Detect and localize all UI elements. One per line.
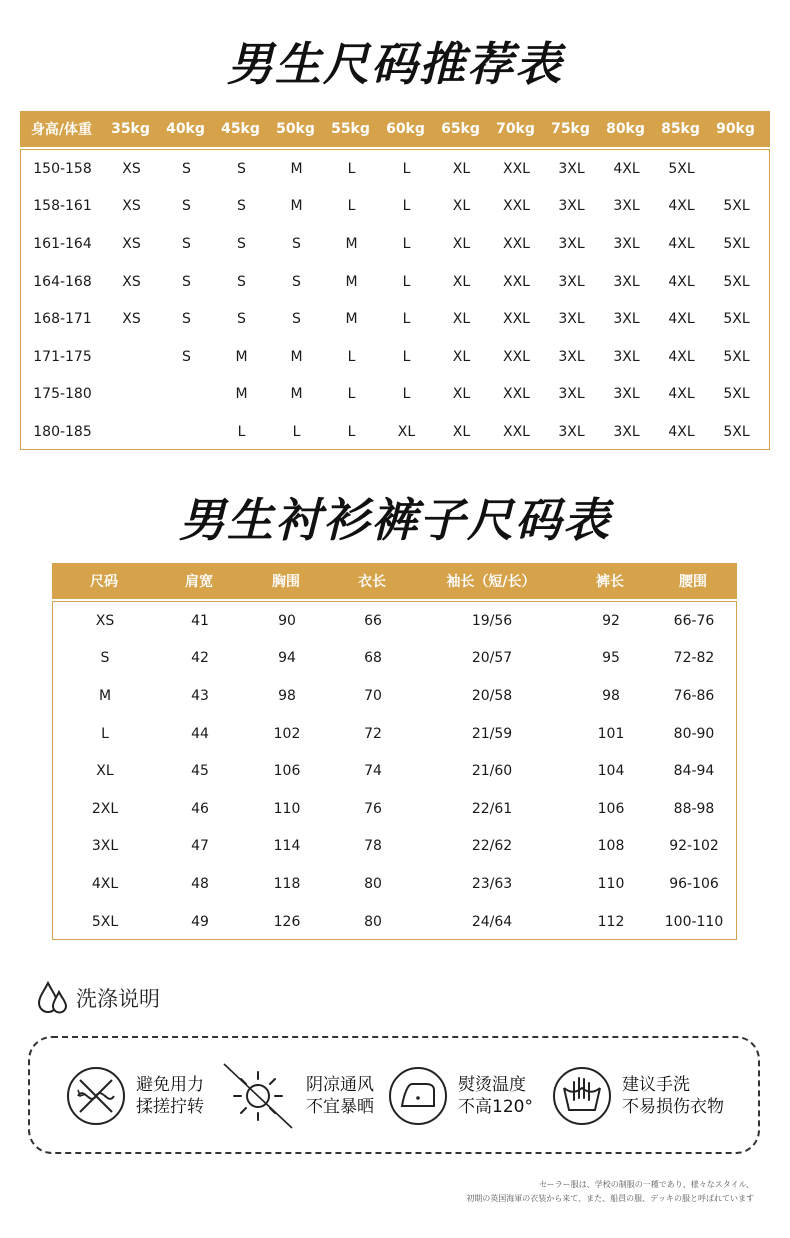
row-label-cell: 5XL bbox=[91, 913, 119, 930]
table-cell: XXL bbox=[503, 160, 530, 177]
table-cell: S bbox=[182, 273, 191, 290]
table-cell: 3XL bbox=[558, 386, 585, 403]
table-row bbox=[53, 715, 736, 753]
table-cell: 21/60 bbox=[471, 763, 513, 780]
table-cell: 3XL bbox=[613, 348, 640, 365]
row-label-cell: M bbox=[98, 687, 112, 704]
table-cell: M bbox=[345, 311, 358, 328]
table-cell: L bbox=[402, 311, 411, 328]
table-cell: M bbox=[345, 273, 358, 290]
table-cell: 20/57 bbox=[471, 650, 513, 667]
header-cell: 85kg bbox=[661, 121, 700, 137]
table-cell: 78 bbox=[364, 838, 382, 855]
wash-instructions-box bbox=[28, 1036, 760, 1154]
table-cell: L bbox=[347, 423, 356, 440]
table-cell: 48 bbox=[191, 875, 209, 892]
table-cell: XL bbox=[452, 311, 471, 328]
care-line-2: 不易损伤衣物 bbox=[622, 1097, 724, 1117]
table-cell: 4XL bbox=[668, 423, 695, 440]
care-line-1: 熨烫温度 bbox=[458, 1075, 526, 1095]
table-cell: S bbox=[182, 198, 191, 215]
table-cell: 3XL bbox=[613, 311, 640, 328]
care-item-iron bbox=[388, 1066, 533, 1126]
table-cell: XXL bbox=[503, 198, 530, 215]
table-row bbox=[53, 640, 736, 678]
table-cell: 3XL bbox=[613, 235, 640, 252]
header-cell: 衣长 bbox=[358, 574, 386, 590]
table-row bbox=[21, 263, 769, 301]
table-cell: 5XL bbox=[668, 160, 695, 177]
table-cell: 110 bbox=[273, 800, 301, 817]
wash-heading bbox=[36, 980, 160, 1016]
care-line-2: 揉搓拧转 bbox=[136, 1097, 204, 1117]
table-cell: 102 bbox=[273, 725, 301, 742]
table-cell: 95 bbox=[602, 650, 620, 667]
care-item-hand-wash bbox=[552, 1066, 724, 1126]
table-cell: XXL bbox=[503, 235, 530, 252]
table-cell: 94 bbox=[278, 650, 296, 667]
table-cell: 43 bbox=[191, 687, 209, 704]
table-cell: 88-98 bbox=[673, 800, 715, 817]
table-cell: L bbox=[347, 386, 356, 403]
table-cell: 4XL bbox=[668, 273, 695, 290]
table-cell: 106 bbox=[273, 763, 301, 780]
care-item-no-wring bbox=[66, 1066, 204, 1126]
header-cell: 35kg bbox=[111, 121, 150, 137]
table-cell: 24/64 bbox=[471, 913, 513, 930]
table-cell: 5XL bbox=[723, 198, 750, 215]
table-row bbox=[21, 188, 769, 226]
table-cell: XL bbox=[452, 198, 471, 215]
table-cell: 80 bbox=[364, 913, 382, 930]
table-cell: 68 bbox=[364, 650, 382, 667]
table-cell: S bbox=[292, 235, 301, 252]
header-cell: 80kg bbox=[606, 121, 645, 137]
table-cell: L bbox=[402, 198, 411, 215]
row-label-cell: L bbox=[101, 725, 109, 742]
footnote-line-1: セーラー服は、学校の制服の一種であり、様々なスタイル、 bbox=[539, 1180, 754, 1189]
row-label-cell: 175-180 bbox=[33, 386, 92, 403]
table-cell: XL bbox=[397, 423, 416, 440]
row-label-cell: 164-168 bbox=[33, 273, 92, 290]
table-cell: 21/59 bbox=[471, 725, 513, 742]
table-cell: 49 bbox=[191, 913, 209, 930]
table-cell: 45 bbox=[191, 763, 209, 780]
table-cell: 72-82 bbox=[673, 650, 715, 667]
footnote bbox=[466, 1178, 754, 1206]
table-cell: 4XL bbox=[668, 386, 695, 403]
table-cell: S bbox=[237, 160, 246, 177]
table-cell: S bbox=[237, 235, 246, 252]
table-cell: 20/58 bbox=[471, 687, 513, 704]
table-cell: L bbox=[402, 273, 411, 290]
table-cell: 3XL bbox=[558, 273, 585, 290]
table-cell: L bbox=[347, 348, 356, 365]
table-cell: 112 bbox=[597, 913, 625, 930]
table-cell: 3XL bbox=[613, 386, 640, 403]
table-cell: XL bbox=[452, 273, 471, 290]
table-cell: XS bbox=[122, 235, 141, 252]
table-cell: 22/62 bbox=[471, 838, 513, 855]
table-cell: S bbox=[237, 198, 246, 215]
table-row bbox=[21, 413, 769, 451]
table-cell: 76 bbox=[364, 800, 382, 817]
table-cell: 92-102 bbox=[669, 838, 719, 855]
recommend-title: 男生尺码推荐表 bbox=[227, 37, 563, 91]
header-cell: 45kg bbox=[221, 121, 260, 137]
table-cell: 5XL bbox=[723, 311, 750, 328]
header-cell: 肩宽 bbox=[185, 574, 213, 590]
recommend-table-header bbox=[20, 111, 770, 147]
table-cell: L bbox=[292, 423, 301, 440]
table-cell: 3XL bbox=[558, 348, 585, 365]
header-cell: 胸围 bbox=[272, 574, 300, 590]
row-label-cell: 180-185 bbox=[33, 423, 92, 440]
table-cell: S bbox=[292, 311, 301, 328]
table-cell: 96-106 bbox=[669, 875, 719, 892]
measure-title: 男生衬衫裤子尺码表 bbox=[179, 493, 611, 547]
no-wring-icon bbox=[66, 1066, 126, 1126]
table-cell: 19/56 bbox=[471, 612, 513, 629]
row-label-cell: 171-175 bbox=[33, 348, 92, 365]
table-cell: M bbox=[235, 386, 248, 403]
table-cell: M bbox=[290, 386, 303, 403]
care-item-no-sun bbox=[220, 1060, 374, 1132]
care-line-1: 阴凉通风 bbox=[306, 1075, 374, 1095]
header-cell: 65kg bbox=[441, 121, 480, 137]
care-line-1: 避免用力 bbox=[136, 1075, 204, 1095]
table-cell: XL bbox=[452, 235, 471, 252]
header-cell: 75kg bbox=[551, 121, 590, 137]
table-cell: 5XL bbox=[723, 423, 750, 440]
table-cell: 42 bbox=[191, 650, 209, 667]
table-cell: 80-90 bbox=[673, 725, 715, 742]
table-cell: M bbox=[290, 348, 303, 365]
table-cell: XXL bbox=[503, 386, 530, 403]
header-cell: 裤长 bbox=[596, 574, 624, 590]
table-cell: 70 bbox=[364, 687, 382, 704]
table-cell: XS bbox=[122, 273, 141, 290]
table-cell: 72 bbox=[364, 725, 382, 742]
table-cell: 3XL bbox=[613, 423, 640, 440]
table-cell: 66 bbox=[364, 612, 382, 629]
header-cell: 尺码 bbox=[90, 574, 118, 590]
table-cell: 98 bbox=[602, 687, 620, 704]
table-cell: 4XL bbox=[613, 160, 640, 177]
table-cell: L bbox=[347, 160, 356, 177]
table-cell: 76-86 bbox=[673, 687, 715, 704]
table-cell: M bbox=[290, 198, 303, 215]
table-cell: 4XL bbox=[668, 348, 695, 365]
row-label-cell: 168-171 bbox=[33, 311, 92, 328]
care-line-2: 不宜暴晒 bbox=[306, 1097, 374, 1117]
row-label-cell: 4XL bbox=[91, 875, 119, 892]
table-cell: 5XL bbox=[723, 386, 750, 403]
row-label-cell: 2XL bbox=[91, 800, 119, 817]
table-cell: XXL bbox=[503, 311, 530, 328]
table-cell: 104 bbox=[597, 763, 625, 780]
table-row bbox=[53, 790, 736, 828]
table-cell: 80 bbox=[364, 875, 382, 892]
table-cell: XL bbox=[452, 348, 471, 365]
table-cell: 23/63 bbox=[471, 875, 513, 892]
wash-label: 洗涤说明 bbox=[76, 987, 160, 1011]
table-cell: 3XL bbox=[613, 198, 640, 215]
table-cell: L bbox=[237, 423, 246, 440]
table-row bbox=[21, 376, 769, 414]
table-cell: XXL bbox=[503, 348, 530, 365]
header-cell: 腰围 bbox=[679, 574, 707, 590]
table-cell: 108 bbox=[597, 838, 625, 855]
no-sun-icon bbox=[220, 1060, 296, 1132]
table-cell: 3XL bbox=[558, 423, 585, 440]
table-cell: 3XL bbox=[558, 198, 585, 215]
water-drops-icon bbox=[36, 980, 68, 1016]
table-cell: L bbox=[347, 198, 356, 215]
table-cell: XXL bbox=[503, 273, 530, 290]
table-cell: 106 bbox=[597, 800, 625, 817]
hand-wash-icon bbox=[552, 1066, 612, 1126]
table-cell: 3XL bbox=[558, 160, 585, 177]
table-row bbox=[53, 602, 736, 640]
row-label-cell: 150-158 bbox=[33, 160, 92, 177]
table-cell: 3XL bbox=[558, 235, 585, 252]
table-cell: 126 bbox=[273, 913, 301, 930]
table-cell: 5XL bbox=[723, 235, 750, 252]
table-cell: 118 bbox=[273, 875, 301, 892]
table-cell: 84-94 bbox=[673, 763, 715, 780]
table-cell: L bbox=[402, 386, 411, 403]
care-line-2: 不高120° bbox=[458, 1097, 533, 1117]
header-cell: 90kg bbox=[716, 121, 755, 137]
row-label-cell: 3XL bbox=[91, 838, 119, 855]
row-label-cell: XS bbox=[95, 612, 115, 629]
table-cell: 92 bbox=[602, 612, 620, 629]
header-cell: 70kg bbox=[496, 121, 535, 137]
row-label-cell: S bbox=[100, 650, 110, 667]
table-cell: 101 bbox=[597, 725, 625, 742]
recommend-table-body bbox=[20, 149, 770, 450]
header-cell: 40kg bbox=[166, 121, 205, 137]
table-cell: 98 bbox=[278, 687, 296, 704]
table-cell: 5XL bbox=[723, 348, 750, 365]
table-cell: 4XL bbox=[668, 235, 695, 252]
table-cell: 22/61 bbox=[471, 800, 513, 817]
table-cell: S bbox=[237, 311, 246, 328]
table-cell: S bbox=[182, 235, 191, 252]
table-cell: 74 bbox=[364, 763, 382, 780]
table-row bbox=[53, 828, 736, 866]
table-cell: M bbox=[235, 348, 248, 365]
table-row bbox=[53, 903, 736, 941]
table-cell: 3XL bbox=[613, 273, 640, 290]
table-cell: 114 bbox=[273, 838, 301, 855]
table-cell: S bbox=[292, 273, 301, 290]
table-cell: 90 bbox=[278, 612, 296, 629]
table-cell: S bbox=[182, 160, 191, 177]
table-cell: XXL bbox=[503, 423, 530, 440]
table-cell: 47 bbox=[191, 838, 209, 855]
table-cell: 4XL bbox=[668, 198, 695, 215]
table-cell: XL bbox=[452, 423, 471, 440]
table-cell: XL bbox=[452, 160, 471, 177]
table-cell: XS bbox=[122, 160, 141, 177]
table-row bbox=[53, 865, 736, 903]
table-row bbox=[21, 338, 769, 376]
table-cell: 110 bbox=[597, 875, 625, 892]
table-cell: 5XL bbox=[723, 273, 750, 290]
row-label-cell: 158-161 bbox=[33, 198, 92, 215]
table-cell: S bbox=[182, 348, 191, 365]
footnote-line-2: 初期の英国海軍の衣装から来て、また、船員の服、デッキの服と呼ばれています bbox=[466, 1194, 754, 1203]
measure-table-header bbox=[52, 563, 737, 599]
row-label-cell: 161-164 bbox=[33, 235, 92, 252]
table-cell: L bbox=[402, 160, 411, 177]
row-label-cell: XL bbox=[96, 763, 114, 780]
header-cell: 50kg bbox=[276, 121, 315, 137]
table-cell: S bbox=[182, 311, 191, 328]
table-row bbox=[21, 150, 769, 188]
table-cell: XL bbox=[452, 386, 471, 403]
measure-table-body bbox=[52, 601, 737, 940]
table-cell: L bbox=[402, 235, 411, 252]
table-cell: 100-110 bbox=[664, 913, 724, 930]
table-cell: 44 bbox=[191, 725, 209, 742]
table-cell: L bbox=[402, 348, 411, 365]
iron-icon bbox=[388, 1066, 448, 1126]
header-cell: 身高/体重 bbox=[30, 122, 93, 138]
table-cell: M bbox=[290, 160, 303, 177]
table-row bbox=[53, 677, 736, 715]
table-cell: 4XL bbox=[668, 311, 695, 328]
table-cell: XS bbox=[122, 311, 141, 328]
header-cell: 55kg bbox=[331, 121, 370, 137]
table-cell: 46 bbox=[191, 800, 209, 817]
table-cell: 41 bbox=[191, 612, 209, 629]
care-line-1: 建议手洗 bbox=[622, 1075, 690, 1095]
table-row bbox=[53, 752, 736, 790]
header-cell: 60kg bbox=[386, 121, 425, 137]
table-row bbox=[21, 225, 769, 263]
table-cell: M bbox=[345, 235, 358, 252]
table-row bbox=[21, 300, 769, 338]
table-cell: S bbox=[237, 273, 246, 290]
table-cell: 3XL bbox=[558, 311, 585, 328]
table-cell: 66-76 bbox=[673, 612, 715, 629]
table-cell: XS bbox=[122, 198, 141, 215]
header-cell: 袖长（短/长） bbox=[446, 574, 536, 590]
